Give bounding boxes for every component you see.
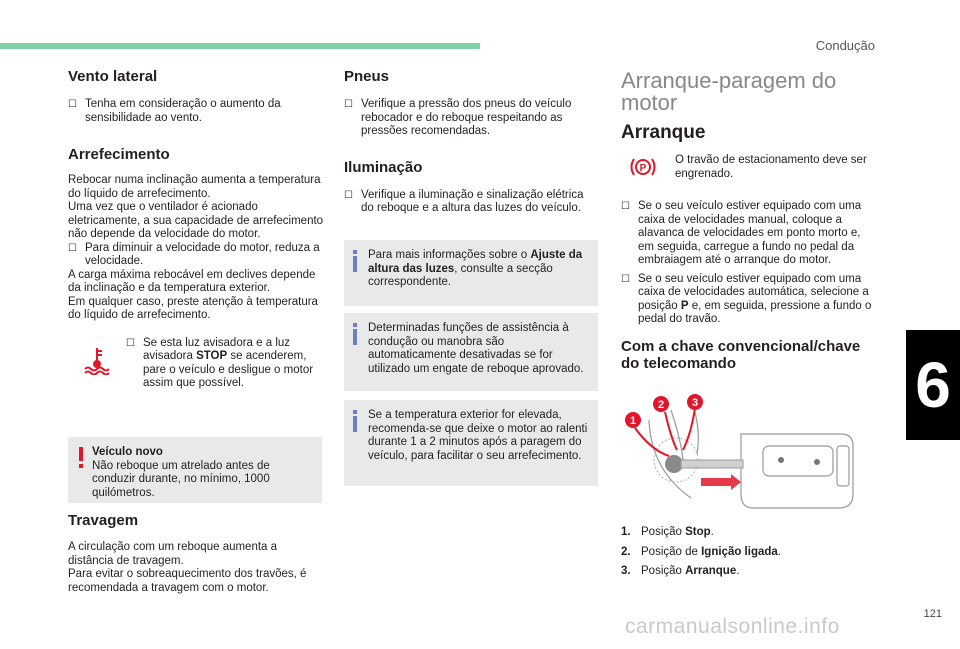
chapter-title: Condução: [815, 38, 875, 53]
column-2: [344, 68, 598, 216]
marker-1-label: 1: [629, 415, 637, 427]
section-title-pneus: Pneus: [344, 68, 390, 85]
paragraph: Para evitar o sobreaquecimento dos travões, é recomendada a travagem com o motor.: [68, 568, 307, 594]
warning-bullet: ☐ Se esta luz avisadora e a luz avisadora STOP se acenderem, pare o veículo e desligue o motor assim que possível.: [126, 336, 314, 389]
paragraph: Uma vez que o ventilador é acionado eletricamente, a sua capacidade de arrefecimento não depende da velocidade do motor.: [68, 201, 324, 240]
section-title-arrefecimento: Arrefecimento: [68, 146, 170, 163]
section-title-vento: Vento lateral: [68, 68, 158, 85]
position-list: [621, 526, 873, 585]
bullet-item: ☐ Se o seu veículo estiver equipado com uma caixa de velocidades automática, selecione a posição P e, em seguida, pressione a fundo o pedal do travão.: [621, 272, 872, 325]
note-title: Veículo novo: [92, 446, 163, 458]
bullet-item: ☐ Verifique a pressão dos pneus do veículo rebocador e do reboque respeitando as pressões recomendadas.: [344, 98, 572, 137]
info-box-2: Determinadas funções de assistência à condução ou manobra são automaticamente desativadas se for utilizado um engate de reboque aprovado.: [344, 313, 598, 391]
info-icon: [352, 323, 358, 345]
paragraph: A circulação com um reboque aumenta a distância de travagem.: [68, 541, 278, 567]
checkbox-bullet-icon: ☐: [344, 189, 353, 201]
section-title-travagem: Travagem: [68, 512, 139, 529]
info-icon: [352, 250, 358, 272]
column-3: [621, 70, 873, 372]
parking-brake-icon: [629, 156, 657, 178]
header-accent-bar: [0, 43, 480, 49]
checkbox-bullet-icon: ☐: [68, 242, 77, 254]
section-title-chave: Com a chave convencional/chave do telecomando: [621, 337, 861, 372]
column-1: [68, 68, 324, 397]
paragraph: Rebocar numa inclinação aumenta a temperatura do líquido de arrefecimento.: [68, 174, 321, 200]
page-number: 121: [923, 608, 942, 620]
info-icon: [352, 410, 358, 432]
coolant-warning-block: [68, 337, 324, 397]
list-item: 1. Posição Stop.: [621, 526, 714, 538]
bullet-item: ☐ Tenha em consideração o aumento da sensibilidade ao vento.: [68, 98, 281, 124]
checkbox-bullet-icon: ☐: [126, 337, 135, 349]
info-box-3: Se a temperatura exterior for elevada, recomenda-se que deixe o motor ao ralenti durante 1 a 2 minutos após a paragem do veículo, para facilitar o seu arrefecimento.: [344, 400, 598, 486]
list-item: 3. Posição Arranque.: [621, 565, 740, 577]
marker-3-label: 3: [691, 397, 699, 409]
coolant-temperature-warning-icon: [82, 345, 112, 375]
checkbox-bullet-icon: ☐: [68, 99, 77, 110]
paragraph: A carga máxima rebocável em declives depende da inclinação e da temperatura exterior.: [68, 268, 316, 294]
checkbox-bullet-icon: ☐: [621, 273, 630, 285]
svg-text:P: P: [639, 163, 647, 174]
column-1-bottom: [68, 512, 324, 595]
alert-exclamation-icon: [76, 447, 86, 469]
watermark-text: carmanualsonline.info: [625, 615, 840, 638]
chapter-section-title: Arranque-paragem do motor: [621, 68, 837, 115]
bullet-item: ☐ Para diminuir a velocidade do motor, reduza a velocidade.: [68, 241, 320, 267]
note-text: Não reboque um atrelado antes de conduzir durante, no mínimo, 1000 quilómetros.: [92, 459, 270, 499]
ignition-key-illustration: [621, 390, 871, 515]
paragraph: Em qualquer caso, preste atenção à temperatura do líquido de arrefecimento.: [68, 295, 318, 321]
info-box-1: Para mais informações sobre o Ajuste da altura das luzes, consulte a secção correspondente.: [344, 240, 598, 306]
alert-note-box: [68, 437, 322, 503]
bullet-item: ☐ Verifique a iluminação e sinalização elétrica do reboque e a altura das luzes do veículo.: [344, 188, 584, 214]
marker-2-label: 2: [657, 399, 665, 411]
section-title-arranque: Arranque: [621, 122, 706, 143]
list-item: 2. Posição de Ignição ligada.: [621, 545, 781, 558]
bullet-item: ☐ Se o seu veículo estiver equipado com uma caixa de velocidades manual, coloque a alavanca de velocidades em ponto morto e, em seguida, carregue a fundo no pedal da embraiagem até o arranque do motor.: [621, 200, 862, 266]
parking-brake-note: P O travão de estacionamento deve ser engrenado.: [621, 154, 873, 198]
section-title-iluminacao: Iluminação: [344, 158, 423, 176]
chapter-tab: 6: [906, 330, 960, 440]
checkbox-bullet-icon: ☐: [621, 201, 630, 212]
checkbox-bullet-icon: ☐: [344, 99, 353, 110]
